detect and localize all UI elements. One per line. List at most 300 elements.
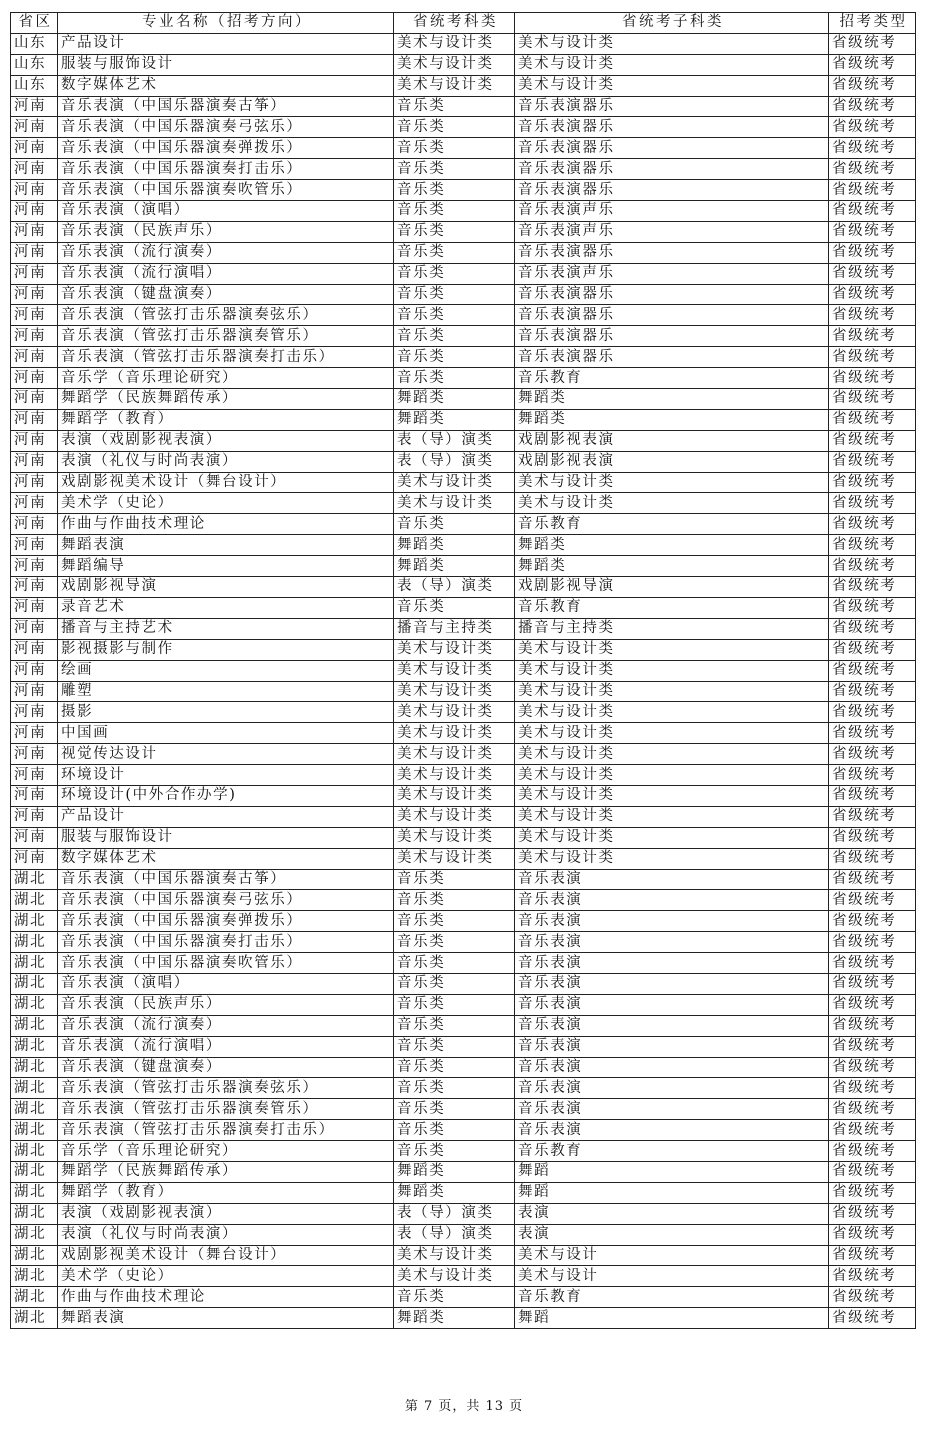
cell-exam-subcategory: 音乐教育 <box>515 368 829 389</box>
cell-province: 河南 <box>11 180 58 201</box>
cell-major: 音乐表演（管弦打击乐器演奏弦乐） <box>58 1078 394 1099</box>
cell-major: 美术学（史论） <box>58 1266 394 1287</box>
cell-major: 音乐学（音乐理论研究） <box>58 368 394 389</box>
cell-major: 舞蹈表演 <box>58 1308 394 1329</box>
cell-major: 音乐表演（管弦打击乐器演奏管乐） <box>58 1099 394 1120</box>
cell-admission-type: 省级统考 <box>829 744 916 765</box>
cell-admission-type: 省级统考 <box>829 430 916 451</box>
cell-exam-subcategory: 音乐表演器乐 <box>515 180 829 201</box>
cell-admission-type: 省级统考 <box>829 1266 916 1287</box>
cell-major: 产品设计 <box>58 33 394 54</box>
cell-admission-type: 省级统考 <box>829 138 916 159</box>
cell-admission-type: 省级统考 <box>829 681 916 702</box>
cell-exam-subcategory: 戏剧影视导演 <box>515 577 829 598</box>
cell-admission-type: 省级统考 <box>829 890 916 911</box>
cell-major: 音乐表演（管弦打击乐器演奏打击乐） <box>58 347 394 368</box>
cell-admission-type: 省级统考 <box>829 953 916 974</box>
cell-admission-type: 省级统考 <box>829 1120 916 1141</box>
cell-admission-type: 省级统考 <box>829 221 916 242</box>
cell-exam-subcategory: 音乐表演 <box>515 1078 829 1099</box>
table-row <box>11 681 916 702</box>
cell-province: 湖北 <box>11 1245 58 1266</box>
table-row <box>11 1015 916 1036</box>
cell-exam-subcategory: 舞蹈 <box>515 1161 829 1182</box>
cell-province: 湖北 <box>11 911 58 932</box>
table-row <box>11 451 916 472</box>
cell-province: 河南 <box>11 451 58 472</box>
cell-exam-subcategory: 美术与设计类 <box>515 827 829 848</box>
cell-admission-type: 省级统考 <box>829 493 916 514</box>
cell-major: 音乐表演（演唱） <box>58 973 394 994</box>
cell-exam-subcategory: 美术与设计 <box>515 1266 829 1287</box>
cell-admission-type: 省级统考 <box>829 305 916 326</box>
cell-exam-category: 音乐类 <box>394 263 515 284</box>
cell-exam-category: 美术与设计类 <box>394 723 515 744</box>
cell-province: 河南 <box>11 347 58 368</box>
cell-exam-category: 美术与设计类 <box>394 1245 515 1266</box>
cell-exam-category: 音乐类 <box>394 305 515 326</box>
cell-admission-type: 省级统考 <box>829 347 916 368</box>
cell-major: 音乐表演（键盘演奏） <box>58 1057 394 1078</box>
cell-exam-category: 音乐类 <box>394 994 515 1015</box>
cell-province: 河南 <box>11 117 58 138</box>
table-row <box>11 138 916 159</box>
table-row <box>11 535 916 556</box>
cell-province: 湖北 <box>11 1161 58 1182</box>
cell-admission-type: 省级统考 <box>829 54 916 75</box>
header-exam-subcategory: 省统考子科类 <box>515 13 829 34</box>
table-row <box>11 1224 916 1245</box>
table-row <box>11 1308 916 1329</box>
cell-admission-type: 省级统考 <box>829 514 916 535</box>
cell-major: 舞蹈学（民族舞蹈传承） <box>58 389 394 410</box>
cell-exam-subcategory: 美术与设计类 <box>515 785 829 806</box>
cell-province: 山东 <box>11 33 58 54</box>
cell-province: 湖北 <box>11 1078 58 1099</box>
cell-exam-subcategory: 音乐表演器乐 <box>515 305 829 326</box>
table-body <box>11 33 916 1328</box>
table-row <box>11 1120 916 1141</box>
cell-exam-category: 音乐类 <box>394 1120 515 1141</box>
cell-admission-type: 省级统考 <box>829 96 916 117</box>
cell-exam-subcategory: 音乐表演声乐 <box>515 201 829 222</box>
cell-major: 作曲与作曲技术理论 <box>58 514 394 535</box>
cell-major: 摄影 <box>58 702 394 723</box>
cell-admission-type: 省级统考 <box>829 848 916 869</box>
table-row <box>11 1182 916 1203</box>
cell-exam-category: 音乐类 <box>394 221 515 242</box>
cell-province: 河南 <box>11 284 58 305</box>
cell-exam-subcategory: 音乐表演器乐 <box>515 326 829 347</box>
cell-exam-subcategory: 美术与设计类 <box>515 639 829 660</box>
cell-exam-category: 美术与设计类 <box>394 639 515 660</box>
cell-exam-category: 音乐类 <box>394 117 515 138</box>
cell-province: 湖北 <box>11 932 58 953</box>
cell-province: 河南 <box>11 806 58 827</box>
cell-exam-subcategory: 美术与设计类 <box>515 765 829 786</box>
cell-exam-subcategory: 美术与设计类 <box>515 54 829 75</box>
cell-province: 河南 <box>11 681 58 702</box>
table-row <box>11 723 916 744</box>
cell-exam-category: 美术与设计类 <box>394 54 515 75</box>
cell-major: 中国画 <box>58 723 394 744</box>
table-row <box>11 180 916 201</box>
table-row <box>11 848 916 869</box>
table-row <box>11 765 916 786</box>
table-row <box>11 409 916 430</box>
table-row <box>11 305 916 326</box>
cell-exam-category: 音乐类 <box>394 932 515 953</box>
cell-exam-subcategory: 表演 <box>515 1203 829 1224</box>
cell-major: 数字媒体艺术 <box>58 848 394 869</box>
cell-exam-category: 音乐类 <box>394 1015 515 1036</box>
cell-province: 湖北 <box>11 953 58 974</box>
cell-exam-subcategory: 音乐表演器乐 <box>515 284 829 305</box>
cell-admission-type: 省级统考 <box>829 263 916 284</box>
cell-exam-category: 舞蹈类 <box>394 389 515 410</box>
cell-admission-type: 省级统考 <box>829 1015 916 1036</box>
cell-exam-subcategory: 音乐表演 <box>515 1120 829 1141</box>
cell-exam-subcategory: 音乐表演声乐 <box>515 263 829 284</box>
cell-admission-type: 省级统考 <box>829 1182 916 1203</box>
table-row <box>11 54 916 75</box>
cell-admission-type: 省级统考 <box>829 994 916 1015</box>
table-row <box>11 493 916 514</box>
cell-major: 音乐表演（管弦打击乐器演奏管乐） <box>58 326 394 347</box>
cell-exam-subcategory: 美术与设计类 <box>515 472 829 493</box>
table-row <box>11 577 916 598</box>
table-row <box>11 201 916 222</box>
table-row <box>11 1203 916 1224</box>
cell-province: 河南 <box>11 785 58 806</box>
cell-province: 湖北 <box>11 1036 58 1057</box>
cell-admission-type: 省级统考 <box>829 765 916 786</box>
cell-exam-category: 舞蹈类 <box>394 409 515 430</box>
cell-admission-type: 省级统考 <box>829 409 916 430</box>
table-row <box>11 221 916 242</box>
table-row <box>11 430 916 451</box>
cell-major: 作曲与作曲技术理论 <box>58 1287 394 1308</box>
table-row <box>11 1161 916 1182</box>
cell-admission-type: 省级统考 <box>829 1141 916 1162</box>
cell-province: 河南 <box>11 597 58 618</box>
document-page <box>10 12 915 1329</box>
cell-exam-subcategory: 美术与设计类 <box>515 723 829 744</box>
cell-major: 音乐表演（中国乐器演奏打击乐） <box>58 159 394 180</box>
cell-exam-category: 美术与设计类 <box>394 785 515 806</box>
cell-major: 音乐表演（民族声乐） <box>58 994 394 1015</box>
cell-major: 美术学（史论） <box>58 493 394 514</box>
cell-admission-type: 省级统考 <box>829 973 916 994</box>
page-number: 第 7 页，共 13 页 <box>404 1399 524 1414</box>
cell-exam-category: 音乐类 <box>394 159 515 180</box>
table-row <box>11 660 916 681</box>
cell-province: 河南 <box>11 263 58 284</box>
table-row <box>11 1287 916 1308</box>
cell-exam-subcategory: 音乐教育 <box>515 1287 829 1308</box>
cell-exam-subcategory: 音乐表演 <box>515 973 829 994</box>
cell-province: 河南 <box>11 618 58 639</box>
cell-major: 服装与服饰设计 <box>58 827 394 848</box>
cell-admission-type: 省级统考 <box>829 242 916 263</box>
cell-exam-category: 音乐类 <box>394 1141 515 1162</box>
table-row <box>11 1245 916 1266</box>
cell-province: 河南 <box>11 242 58 263</box>
cell-admission-type: 省级统考 <box>829 723 916 744</box>
cell-major: 视觉传达设计 <box>58 744 394 765</box>
cell-major: 表演（戏剧影视表演） <box>58 430 394 451</box>
header-province: 省区 <box>11 13 58 34</box>
table-row <box>11 973 916 994</box>
cell-exam-category: 美术与设计类 <box>394 744 515 765</box>
cell-exam-subcategory: 播音与主持类 <box>515 618 829 639</box>
cell-exam-subcategory: 美术与设计类 <box>515 744 829 765</box>
cell-major: 舞蹈学（民族舞蹈传承） <box>58 1161 394 1182</box>
cell-province: 河南 <box>11 368 58 389</box>
cell-province: 河南 <box>11 305 58 326</box>
cell-exam-subcategory: 音乐表演器乐 <box>515 242 829 263</box>
cell-province: 山东 <box>11 54 58 75</box>
cell-province: 河南 <box>11 472 58 493</box>
cell-province: 河南 <box>11 138 58 159</box>
cell-admission-type: 省级统考 <box>829 785 916 806</box>
cell-admission-type: 省级统考 <box>829 827 916 848</box>
cell-exam-subcategory: 美术与设计类 <box>515 33 829 54</box>
table-row <box>11 1141 916 1162</box>
cell-major: 雕塑 <box>58 681 394 702</box>
cell-exam-subcategory: 美术与设计 <box>515 1245 829 1266</box>
cell-province: 河南 <box>11 493 58 514</box>
cell-province: 湖北 <box>11 1308 58 1329</box>
cell-exam-subcategory: 音乐教育 <box>515 514 829 535</box>
cell-province: 河南 <box>11 535 58 556</box>
cell-province: 河南 <box>11 326 58 347</box>
cell-admission-type: 省级统考 <box>829 1161 916 1182</box>
cell-exam-subcategory: 音乐表演 <box>515 932 829 953</box>
cell-admission-type: 省级统考 <box>829 869 916 890</box>
cell-major: 表演（礼仪与时尚表演） <box>58 1224 394 1245</box>
cell-admission-type: 省级统考 <box>829 1099 916 1120</box>
cell-major: 音乐表演（中国乐器演奏弹拨乐） <box>58 911 394 932</box>
cell-admission-type: 省级统考 <box>829 1057 916 1078</box>
cell-admission-type: 省级统考 <box>829 1245 916 1266</box>
cell-major: 音乐表演（流行演奏） <box>58 1015 394 1036</box>
table-header-row <box>11 13 916 34</box>
cell-province: 河南 <box>11 702 58 723</box>
cell-exam-subcategory: 戏剧影视表演 <box>515 430 829 451</box>
cell-exam-category: 音乐类 <box>394 1078 515 1099</box>
cell-admission-type: 省级统考 <box>829 618 916 639</box>
cell-province: 河南 <box>11 765 58 786</box>
cell-major: 音乐表演（中国乐器演奏古筝） <box>58 96 394 117</box>
table-row <box>11 744 916 765</box>
cell-exam-subcategory: 美术与设计类 <box>515 848 829 869</box>
cell-major: 音乐表演（中国乐器演奏吹管乐） <box>58 180 394 201</box>
cell-admission-type: 省级统考 <box>829 932 916 953</box>
cell-major: 绘画 <box>58 660 394 681</box>
table-row <box>11 242 916 263</box>
cell-admission-type: 省级统考 <box>829 33 916 54</box>
cell-exam-category: 美术与设计类 <box>394 472 515 493</box>
cell-admission-type: 省级统考 <box>829 75 916 96</box>
admissions-table <box>10 12 916 1329</box>
cell-admission-type: 省级统考 <box>829 1224 916 1245</box>
cell-exam-subcategory: 音乐表演 <box>515 994 829 1015</box>
cell-major: 音乐表演（演唱） <box>58 201 394 222</box>
cell-exam-subcategory: 舞蹈 <box>515 1308 829 1329</box>
table-row <box>11 284 916 305</box>
cell-admission-type: 省级统考 <box>829 1036 916 1057</box>
table-row <box>11 1099 916 1120</box>
cell-province: 河南 <box>11 660 58 681</box>
cell-major: 音乐表演（中国乐器演奏弹拨乐） <box>58 138 394 159</box>
cell-admission-type: 省级统考 <box>829 368 916 389</box>
table-row <box>11 556 916 577</box>
cell-province: 湖北 <box>11 1015 58 1036</box>
table-row <box>11 347 916 368</box>
cell-major: 音乐表演（流行演唱） <box>58 1036 394 1057</box>
cell-exam-category: 音乐类 <box>394 973 515 994</box>
cell-province: 湖北 <box>11 1120 58 1141</box>
cell-province: 湖北 <box>11 1057 58 1078</box>
cell-exam-category: 音乐类 <box>394 869 515 890</box>
cell-admission-type: 省级统考 <box>829 201 916 222</box>
cell-admission-type: 省级统考 <box>829 806 916 827</box>
cell-exam-category: 音乐类 <box>394 326 515 347</box>
table-row <box>11 639 916 660</box>
cell-admission-type: 省级统考 <box>829 911 916 932</box>
cell-exam-category: 表（导）演类 <box>394 1224 515 1245</box>
table-row <box>11 368 916 389</box>
cell-province: 湖北 <box>11 1224 58 1245</box>
cell-exam-category: 音乐类 <box>394 180 515 201</box>
cell-exam-subcategory: 美术与设计类 <box>515 493 829 514</box>
table-row <box>11 1266 916 1287</box>
cell-admission-type: 省级统考 <box>829 159 916 180</box>
cell-exam-category: 舞蹈类 <box>394 1308 515 1329</box>
cell-admission-type: 省级统考 <box>829 1078 916 1099</box>
table-row <box>11 96 916 117</box>
table-row <box>11 263 916 284</box>
cell-admission-type: 省级统考 <box>829 180 916 201</box>
cell-major: 数字媒体艺术 <box>58 75 394 96</box>
cell-exam-category: 音乐类 <box>394 242 515 263</box>
cell-admission-type: 省级统考 <box>829 1308 916 1329</box>
cell-exam-category: 美术与设计类 <box>394 765 515 786</box>
cell-exam-subcategory: 美术与设计类 <box>515 660 829 681</box>
cell-province: 山东 <box>11 75 58 96</box>
cell-province: 湖北 <box>11 973 58 994</box>
table-row <box>11 806 916 827</box>
cell-major: 音乐表演（中国乐器演奏弓弦乐） <box>58 117 394 138</box>
cell-exam-category: 舞蹈类 <box>394 1182 515 1203</box>
cell-exam-subcategory: 美术与设计类 <box>515 702 829 723</box>
cell-exam-category: 音乐类 <box>394 1099 515 1120</box>
table-row <box>11 1036 916 1057</box>
table-row <box>11 514 916 535</box>
table-row <box>11 159 916 180</box>
cell-exam-category: 美术与设计类 <box>394 681 515 702</box>
cell-exam-category: 表（导）演类 <box>394 577 515 598</box>
cell-exam-category: 音乐类 <box>394 284 515 305</box>
cell-exam-subcategory: 舞蹈类 <box>515 389 829 410</box>
cell-province: 湖北 <box>11 994 58 1015</box>
cell-exam-subcategory: 舞蹈类 <box>515 556 829 577</box>
cell-admission-type: 省级统考 <box>829 1203 916 1224</box>
cell-admission-type: 省级统考 <box>829 117 916 138</box>
cell-admission-type: 省级统考 <box>829 660 916 681</box>
cell-province: 湖北 <box>11 1266 58 1287</box>
table-row <box>11 618 916 639</box>
cell-exam-subcategory: 音乐表演声乐 <box>515 221 829 242</box>
cell-exam-category: 表（导）演类 <box>394 430 515 451</box>
cell-exam-subcategory: 音乐表演器乐 <box>515 159 829 180</box>
cell-admission-type: 省级统考 <box>829 472 916 493</box>
cell-exam-category: 音乐类 <box>394 138 515 159</box>
cell-exam-subcategory: 戏剧影视表演 <box>515 451 829 472</box>
cell-exam-category: 音乐类 <box>394 347 515 368</box>
cell-exam-category: 美术与设计类 <box>394 75 515 96</box>
table-row <box>11 1057 916 1078</box>
cell-exam-category: 音乐类 <box>394 597 515 618</box>
cell-exam-subcategory: 音乐表演 <box>515 1015 829 1036</box>
header-admission-type: 招考类型 <box>829 13 916 34</box>
cell-major: 音乐表演（流行演奏） <box>58 242 394 263</box>
cell-exam-category: 表（导）演类 <box>394 1203 515 1224</box>
cell-admission-type: 省级统考 <box>829 639 916 660</box>
cell-exam-subcategory: 音乐表演 <box>515 869 829 890</box>
cell-exam-subcategory: 音乐表演器乐 <box>515 138 829 159</box>
cell-major: 服装与服饰设计 <box>58 54 394 75</box>
cell-exam-category: 音乐类 <box>394 368 515 389</box>
table-row <box>11 389 916 410</box>
cell-province: 湖北 <box>11 1141 58 1162</box>
cell-admission-type: 省级统考 <box>829 597 916 618</box>
table-row <box>11 869 916 890</box>
cell-major: 音乐表演（民族声乐） <box>58 221 394 242</box>
cell-province: 河南 <box>11 827 58 848</box>
table-row <box>11 702 916 723</box>
cell-major: 音乐表演（管弦打击乐器演奏弦乐） <box>58 305 394 326</box>
cell-exam-category: 舞蹈类 <box>394 1161 515 1182</box>
header-major: 专业名称（招考方向） <box>58 13 394 34</box>
cell-province: 河南 <box>11 848 58 869</box>
cell-exam-subcategory: 音乐教育 <box>515 597 829 618</box>
cell-exam-subcategory: 表演 <box>515 1224 829 1245</box>
cell-exam-subcategory: 舞蹈类 <box>515 535 829 556</box>
cell-exam-subcategory: 美术与设计类 <box>515 681 829 702</box>
cell-major: 舞蹈学（教育） <box>58 409 394 430</box>
cell-major: 音乐表演（中国乐器演奏古筝） <box>58 869 394 890</box>
cell-exam-subcategory: 音乐表演器乐 <box>515 96 829 117</box>
cell-exam-category: 美术与设计类 <box>394 660 515 681</box>
cell-province: 湖北 <box>11 1099 58 1120</box>
cell-exam-subcategory: 音乐教育 <box>515 1141 829 1162</box>
cell-province: 河南 <box>11 723 58 744</box>
cell-exam-subcategory: 音乐表演器乐 <box>515 347 829 368</box>
cell-major: 戏剧影视美术设计（舞台设计） <box>58 472 394 493</box>
cell-exam-category: 音乐类 <box>394 890 515 911</box>
cell-exam-subcategory: 音乐表演 <box>515 953 829 974</box>
cell-exam-category: 美术与设计类 <box>394 1266 515 1287</box>
table-row <box>11 785 916 806</box>
cell-exam-category: 音乐类 <box>394 1057 515 1078</box>
cell-exam-subcategory: 音乐表演 <box>515 1036 829 1057</box>
cell-exam-subcategory: 音乐表演 <box>515 1057 829 1078</box>
cell-exam-category: 播音与主持类 <box>394 618 515 639</box>
cell-exam-category: 舞蹈类 <box>394 535 515 556</box>
cell-province: 湖北 <box>11 869 58 890</box>
